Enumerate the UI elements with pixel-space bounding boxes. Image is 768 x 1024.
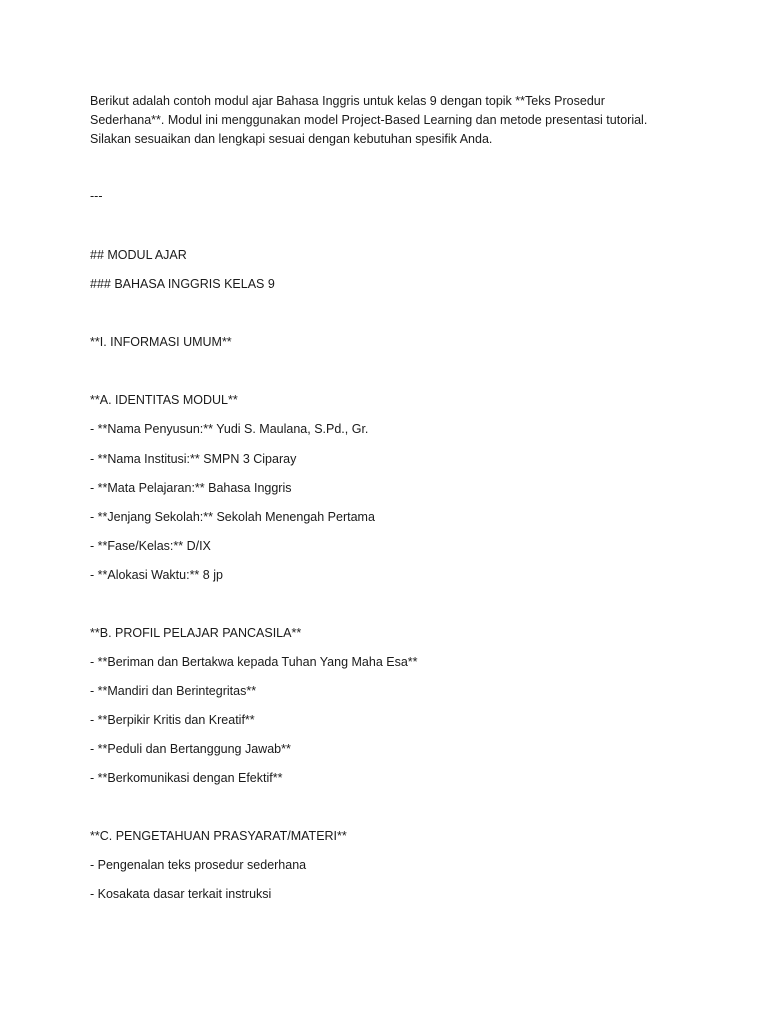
- identitas-item: - **Fase/Kelas:** D/IX: [90, 539, 211, 553]
- identitas-heading: **A. IDENTITAS MODUL**: [90, 393, 238, 407]
- identitas-item: - **Nama Institusi:** SMPN 3 Ciparay: [90, 452, 297, 466]
- separator: ---: [90, 189, 103, 203]
- intro-line-1: Berikut adalah contoh modul ajar Bahasa Inggris untuk kelas 9 dengan topik **Teks Prosedur: [90, 94, 605, 108]
- profil-item: - **Mandiri dan Berintegritas**: [90, 684, 257, 698]
- profil-item: - **Beriman dan Bertakwa kepada Tuhan Yang Maha Esa**: [90, 655, 418, 669]
- profil-heading: **B. PROFIL PELAJAR PANCASILA**: [90, 626, 302, 640]
- identitas-item: - **Nama Penyusun:** Yudi S. Maulana, S.Pd., Gr.: [90, 422, 369, 436]
- intro-line-2: Sederhana**. Modul ini menggunakan model Project-Based Learning dan metode presentasi tutorial.: [90, 113, 648, 127]
- identitas-item: - **Jenjang Sekolah:** Sekolah Menengah Pertama: [90, 510, 375, 524]
- prasyarat-heading: **C. PENGETAHUAN PRASYARAT/MATERI**: [90, 829, 347, 843]
- prasyarat-item: - Pengenalan teks prosedur sederhana: [90, 858, 307, 872]
- heading-subject: ### BAHASA INGGRIS KELAS 9: [90, 277, 275, 291]
- section-informasi-umum: **I. INFORMASI UMUM**: [90, 335, 232, 349]
- heading-modul-ajar: ## MODUL AJAR: [90, 248, 187, 262]
- prasyarat-item: - Kosakata dasar terkait instruksi: [90, 887, 272, 901]
- identitas-item: - **Mata Pelajaran:** Bahasa Inggris: [90, 481, 292, 495]
- profil-item: - **Berkomunikasi dengan Efektif**: [90, 771, 283, 785]
- identitas-item: - **Alokasi Waktu:** 8 jp: [90, 568, 223, 582]
- profil-item: - **Peduli dan Bertanggung Jawab**: [90, 742, 291, 756]
- profil-item: - **Berpikir Kritis dan Kreatif**: [90, 713, 255, 727]
- intro-line-3: Silakan sesuaikan dan lengkapi sesuai dengan kebutuhan spesifik Anda.: [90, 132, 493, 146]
